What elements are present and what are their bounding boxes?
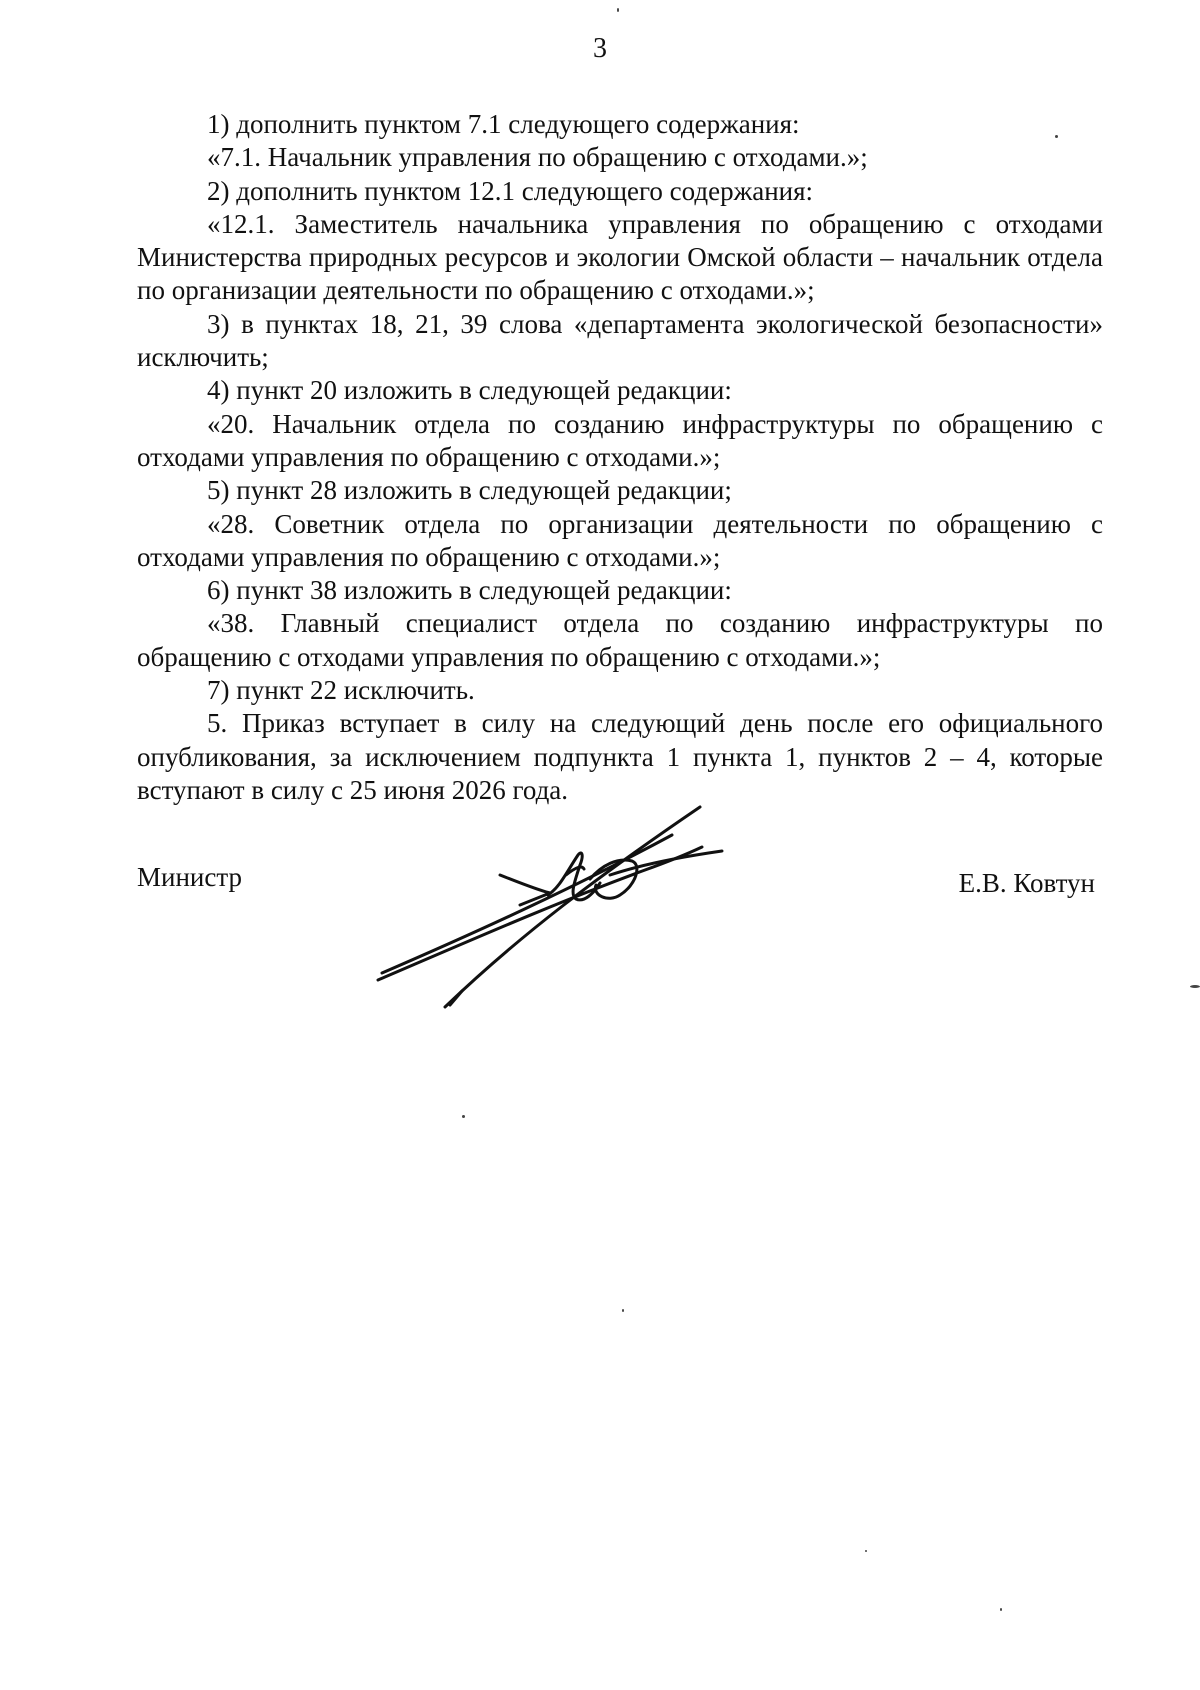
scan-speck — [1055, 135, 1058, 138]
paragraph-9: «28. Советник отдела по организации деятельности по обращению с отходами управления по обращению с отходами.»; — [137, 508, 1103, 572]
paragraph-2: «7.1. Начальник управления по обращению с отходами.»; — [207, 142, 868, 173]
paragraph-4: «12.1. Заместитель начальника управления по обращению с отходами Министерства природных ресурсов и экологии Омской области – начальник отдела по организации деятельности по обращению с отходами.»; — [137, 208, 1103, 306]
paragraph-13: 5. Приказ вступает в силу на следующий день после его официального опубликования, за исключением подпункта 1 пункта 1, пунктов 2 – 4, которые вступают в силу с 25 июня 2026 года. — [137, 708, 1103, 805]
document-body — [137, 108, 1103, 807]
paragraph-5: 3) в пунктах 18, 21, 39 слова «департамента экологической безопасности» исключить; — [137, 308, 1103, 373]
paragraph-10: 6) пункт 38 изложить в следующей редакции: — [207, 575, 732, 606]
scan-speck — [622, 1309, 624, 1312]
scan-speck — [617, 8, 619, 12]
scan-speck — [462, 1115, 465, 1118]
paragraph-11: «38. Главный специалист отдела по созданию инфраструктуры по обращению с отходами управления по обращению с отходами.»; — [137, 608, 1103, 672]
paragraph-3: 2) дополнить пунктом 12.1 следующего содержания: — [207, 175, 814, 206]
paragraph-1: 1) дополнить пунктом 7.1 следующего содержания: — [207, 109, 800, 139]
paragraph-7: «20. Начальник отдела по созданию инфраструктуры по обращению с отходами управления по обращению с отходами.»; — [137, 408, 1103, 472]
page-number: 3 — [593, 33, 607, 64]
paragraph-6: 4) пункт 20 изложить в следующей редакции: — [207, 375, 732, 406]
scan-speck — [1000, 1608, 1002, 1611]
scan-speck — [1190, 985, 1200, 988]
paragraph-12: 7) пункт 22 исключить. — [207, 675, 475, 706]
paragraph-8: 5) пункт 28 изложить в следующей редакции; — [207, 475, 732, 506]
handwritten-signature — [370, 795, 770, 1025]
signatory-title: Министр — [137, 862, 242, 892]
scan-speck — [865, 1550, 867, 1552]
signatory-name: Е.В. Ковтун — [958, 868, 1095, 898]
